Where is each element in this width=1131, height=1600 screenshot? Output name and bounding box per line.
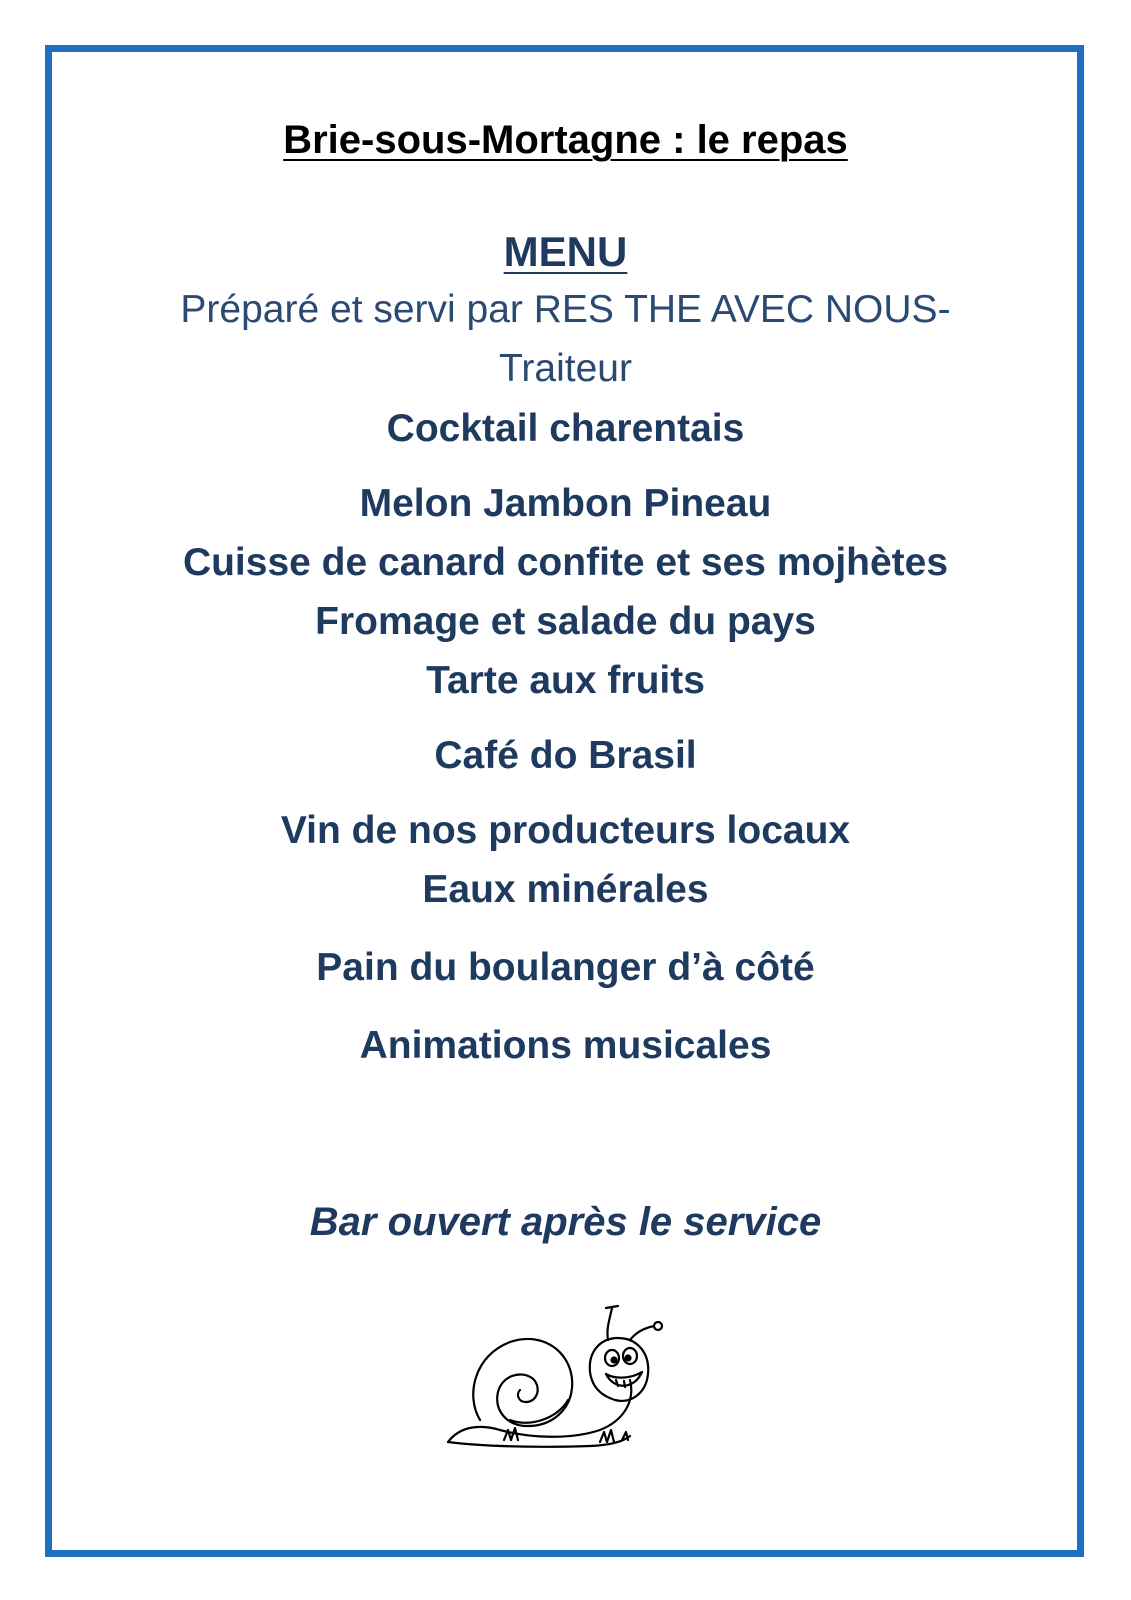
menu-item-coffee: Café do Brasil [434,734,697,777]
menu-item-cocktail: Cocktail charentais [386,407,745,450]
menu-item-bread: Pain du boulanger d’à côté [316,946,815,989]
caterer-line-2: Traiteur [499,347,632,390]
menu-item-wine: Vin de nos producteurs locaux [280,809,851,852]
page-title: Brie-sous-Mortagne : le repas [283,118,848,162]
menu-item-starter: Melon Jambon Pineau [359,482,772,525]
snail-icon [440,1300,680,1460]
menu-item-music: Animations musicales [359,1024,772,1067]
menu-item-water: Eaux minérales [422,868,709,911]
menu-item-cheese: Fromage et salade du pays [315,600,816,643]
menu-heading: MENU [503,228,628,275]
caterer-line-1: Préparé et servi par RES THE AVEC NOUS- [180,288,951,331]
menu-item-dessert: Tarte aux fruits [426,659,705,702]
bar-notice: Bar ouvert après le service [309,1200,822,1244]
menu-item-main: Cuisse de canard confite et ses mojhètes [182,541,949,584]
